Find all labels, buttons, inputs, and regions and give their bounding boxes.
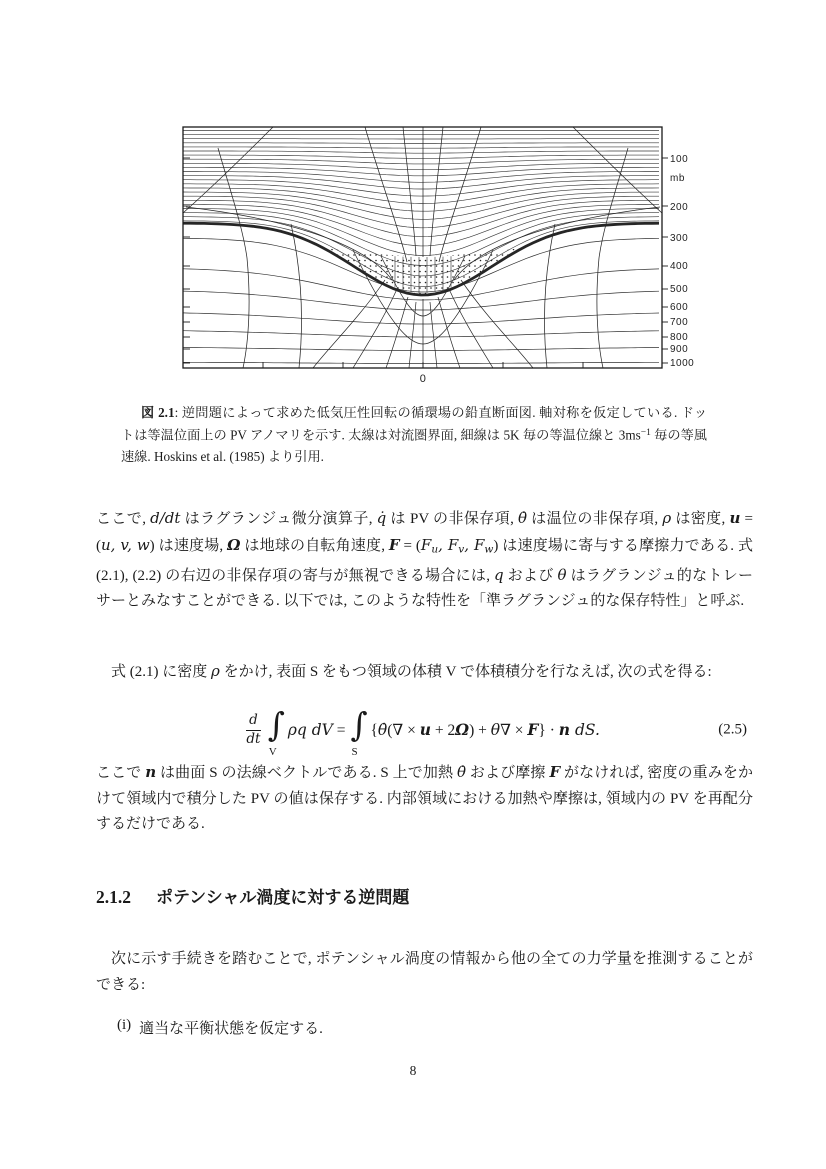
equation-lhs: ρq dV =	[287, 720, 346, 739]
section-title: ポテンシャル渦度に対する逆問題	[156, 888, 410, 907]
pressure-label: 900	[670, 344, 689, 355]
pressure-label: 400	[670, 261, 689, 272]
pressure-label: 600	[670, 302, 689, 313]
paragraph-integral-intro: 式 (2.1) に密度 ρ をかけ, 表面 S をもつ領域の体積 V で体積積分を行なえば, 次の式を得る:	[111, 662, 712, 680]
equation-2-5	[96, 702, 753, 758]
integral-glyph: ∫	[267, 705, 285, 744]
page-number: 8	[409, 1063, 417, 1078]
list-item-i	[117, 1017, 323, 1038]
list-marker: (i)	[117, 1017, 132, 1033]
pressure-label: mb	[670, 173, 685, 184]
integral-glyph: ∫	[350, 705, 368, 744]
equation-number: (2.5)	[718, 721, 747, 738]
fraction-d-dt	[246, 713, 261, 747]
fraction-numerator: d	[246, 713, 261, 731]
section-number: 2.1.2	[96, 887, 131, 907]
pressure-axis-labels	[670, 154, 694, 369]
volume-integral-sign	[267, 705, 285, 758]
fraction-denominator: dt	[246, 730, 261, 747]
surface-integral-sign	[349, 705, 368, 758]
pressure-label: 200	[670, 202, 689, 213]
list-text: 適当な平衡状態を仮定する.	[139, 1021, 323, 1037]
equation-rhs: {θ̇(∇ × u + 2Ω) + θ∇ × F} · n dS.	[370, 720, 600, 739]
integral-limit-v: V	[268, 746, 277, 758]
pressure-label: 300	[670, 233, 689, 244]
pressure-label: 800	[670, 332, 689, 343]
figure-contours	[183, 127, 662, 368]
paragraph-procedure-intro: 次に示す手続きを踏むことで, ポテンシャル渦度の情報から他の全ての力学量を推測することができる:	[96, 951, 753, 993]
pressure-label: 100	[670, 154, 689, 165]
pressure-label: 1000	[670, 358, 695, 369]
figure-caption: 図 2.1: 逆問題によって求めた低気圧性回転の循環場の鉛直断面図. 軸対称を仮定している. ドットは等温位面上の PV アノマリを示す. 太線は対流圏界面, 細線は 5K 毎の等温位線と $3ms^{-1}$ 毎の等風速線. Hoskins et al. (1985) より引用.	[121, 405, 708, 465]
integral-limit-s: S	[351, 746, 358, 758]
paragraph-definitions: ここで, d/dt はラグランジュ微分演算子, q̇ は PV の非保存項, θ̇ は温位の非保存項, ρ は密度, u = (u, v, w) は速度場, Ω は地球の自転角速度, F = (Fu, Fv, Fw) は速度場に寄与する摩擦力である. 式 (2.1), (2.2) の右辺の非保存項の寄与が無視できる場合には, q および θ はラグランジュ的なトレーサーとみなすことができる. 以下では, このような特性を「準ラグランジュ的な保存特性」と呼ぶ.	[96, 509, 753, 610]
paragraph-conservation: ここで n は曲面 S の法線ベクトルである. S 上で加熱 θ̇ および摩擦 F がなければ, 密度の重みをかけて領域内で積分した PV の値は保存する. 内部領域における加熱や摩擦は, 領域内の PV を再配分するだけである.	[96, 763, 753, 833]
section-heading-2-1-2	[96, 883, 409, 908]
pressure-label: 500	[670, 284, 689, 295]
equation-body	[96, 702, 753, 758]
cross-section-figure	[150, 105, 790, 395]
x-axis-zero-label: 0	[419, 373, 427, 385]
figure-frame	[183, 127, 662, 368]
pressure-label: 700	[670, 317, 689, 328]
